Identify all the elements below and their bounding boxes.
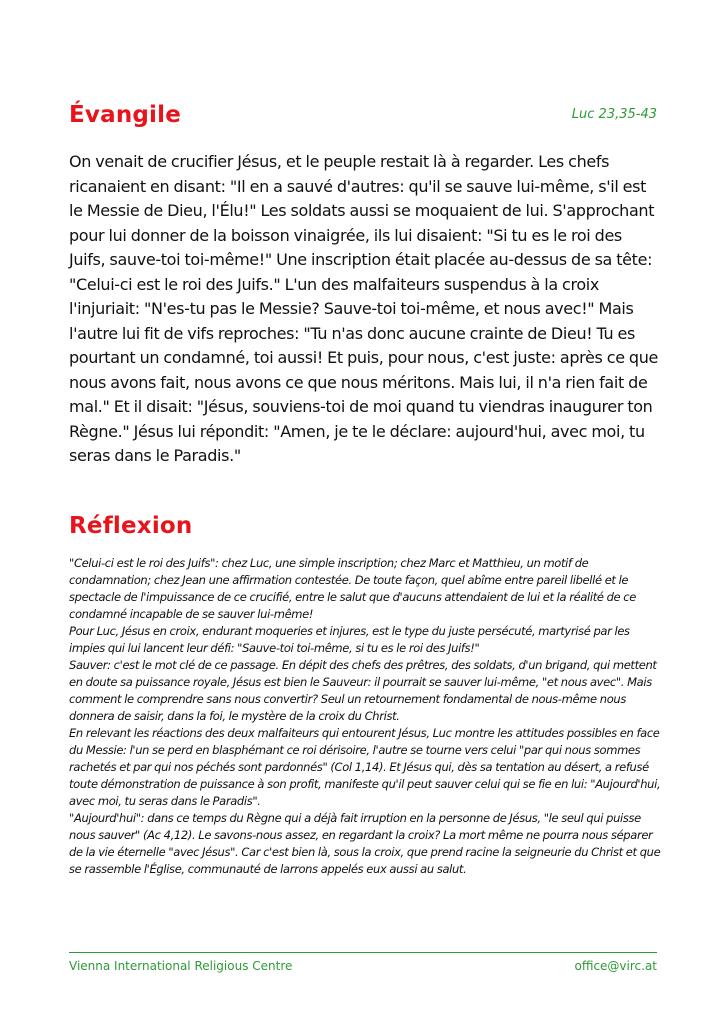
reflexion-paragraph: En relevant les réactions des deux malfaiteurs qui entourent Jésus, Luc montre les attitudes possibles en face du Messie: l'un se perd en blasphémant ce roi dérisoire, l'autre se tourne vers celui "par qui nous sommes rachetés et par qui nos péchés sont pardonnés" (Col 1,14). Et Jésus qui, dès sa tentation au désert, a refusé toute démonstration de puissance à son profit, manifeste qu'il peut sauver celui qui se fie en lui: "Aujourd'hui, avec moi, tu seras dans le Paradis". bbox=[69, 726, 661, 808]
reflexion-paragraph: Sauver: c'est le mot clé de ce passage. En dépit des chefs des prêtres, des soldats, d'un brigand, qui mettent en doute sa puissance royale, Jésus est bien le Sauveur: il pourrait se sauver lui-même, "et nous avec". Mais comment le comprendre sans nous convertir? Seul un retournement fondamental de nous-même nous donnera de saisir, dans la foi, le mystère de la croix du Christ. bbox=[69, 658, 657, 723]
footer-organization: Vienna International Religious Centre bbox=[69, 959, 293, 973]
gospel-header bbox=[69, 98, 657, 132]
reflexion-paragraph: Pour Luc, Jésus en croix, endurant moqueries et injures, est le type du juste persécuté, martyrisé par les impies qui lui lancent leur défi: "Sauve-toi toi-même, si tu es le roi des Juifs!" bbox=[69, 624, 630, 655]
footer-divider bbox=[69, 952, 657, 953]
reflexion-text bbox=[69, 555, 661, 878]
gospel-reference: Luc 23,35-43 bbox=[571, 107, 657, 122]
gospel-title: Évangile bbox=[69, 102, 182, 128]
reflexion-paragraph: "Aujourd'hui": dans ce temps du Règne qui a déjà fait irruption en la personne de Jésus, "le seul qui puisse nous sauver" (Ac 4,12). Le savons-nous assez, en regardant la croix? La mort même ne pourra nous séparer de la vie éternelle "avec Jésus". Car c'est bien là, sous la croix, que prend racine la seigneurie du Christ et que se rassemble l'Église, communauté de larrons appelés eux aussi au salut. bbox=[69, 811, 661, 876]
footer-email-link[interactable]: office@virc.at bbox=[574, 959, 657, 973]
reflexion-header bbox=[69, 509, 657, 543]
gospel-text: On venait de crucifier Jésus, et le peuple restait là à regarder. Les chefs ricanaient en disant: "Il en a sauvé d'autres: qu'il se sauve lui-même, s'il est le Messie de Dieu, l'Élu!" Les soldats aussi se moquaient de lui. S'approchant pour lui donner de la boisson vinaigrée, ils lui disaient: "Si tu es le roi des Juifs, sauve-toi toi-même!" Une inscription était placée au-dessus de sa tête: "Celui-ci est le roi des Juifs." L'un des malfaiteurs suspendus à la croix l'injuriait: "N'es-tu pas le Messie? Sauve-toi toi-même, et nous avec!" Mais l'autre lui fit de vifs reproches: "Tu n'as donc aucune crainte de Dieu! Tu es pourtant un condamné, toi aussi! Et puis, pour nous, c'est juste: après ce que nous avons fait, nous avons ce que nous méritons. Mais lui, il n'a rien fait de mal." Et il disait: "Jésus, souviens-toi de moi quand tu viendras inaugurer ton Règne." Jésus lui répondit: "Amen, je te le déclare: aujourd'hui, avec moi, tu seras dans le Paradis." bbox=[69, 152, 659, 465]
reflexion-paragraph: "Celui-ci est le roi des Juifs": chez Luc, une simple inscription; chez Marc et Matthieu, un motif de condamnation; chez Jean une affirmation contestée. De toute façon, quel abîme entre pareil libellé et le spectacle de l'impuissance de ce crucifié, entre le salut que d'aucuns attendaient de lui et la réalité de ce condamné incapable de se sauver lui-même! bbox=[69, 556, 636, 621]
reflexion-title: Réflexion bbox=[69, 513, 193, 539]
